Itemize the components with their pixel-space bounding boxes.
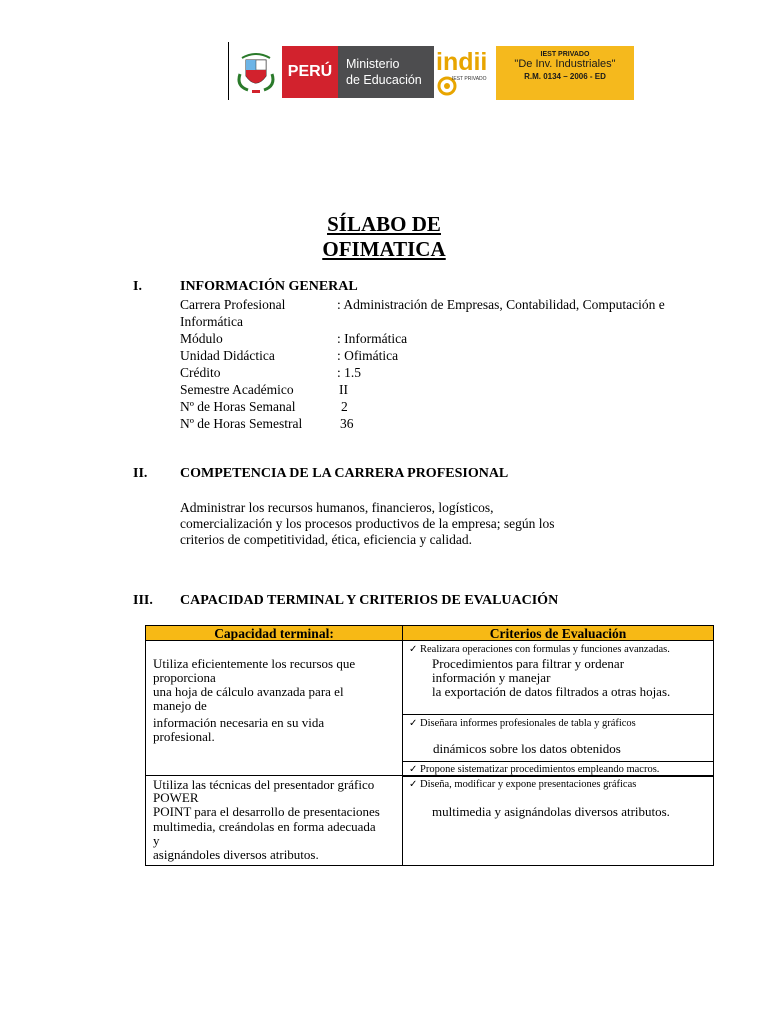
info-value-credito: : 1.5 [337,365,362,380]
criterio-4-check: Diseña, modificar y expone presentaciones gráficas [420,779,637,790]
table-header-criterios: Criterios de Evaluación [402,625,714,641]
competencia-line2: comercialización y los procesos productivos de la empresa; según los [180,516,555,531]
capacidad-table [145,625,714,866]
checkmark-icon: ✓ [409,644,418,655]
info-label-modulo: Módulo [180,331,223,346]
peru-label: PERÚ [282,46,338,98]
info-label-carrera-cont: Informática [180,314,243,329]
section1-number: I. [133,279,142,294]
checkmark-icon: ✓ [409,764,418,775]
section1-title: INFORMACIÓN GENERAL [180,279,358,294]
section3-title: CAPACIDAD TERMINAL Y CRITERIOS DE EVALUACIÓN [180,593,559,608]
table-cell-criterio-2 [402,714,714,762]
info-label-horas-semanal: Nº de Horas Semanal [180,399,296,414]
criterio-2-check-row [409,717,636,730]
criterio-1-check-row [409,643,670,656]
info-value-horas-semanal: 2 [341,399,348,414]
capacidad-1-line4: manejo de [153,698,207,713]
criterio-2-check: Diseñara informes profesionales de tabla y gráficos [420,718,636,729]
criterio-4-check-row [409,778,636,791]
info-value-unidad: : Ofimática [337,348,399,363]
criterio-1-line1: Procedimientos para filtrar y ordenar [432,656,625,671]
ministerio-line1: Ministerio [346,57,400,71]
info-value-semestre: II [339,382,348,397]
iest-line3: R.M. 0134 – 2006 - ED [524,72,606,81]
capacidad-1-line3: una hoja de cálculo avanzada para el [153,684,344,699]
info-value-horas-semestral: 36 [340,416,354,431]
indii-subtitle: IEST PRIVADO [452,76,487,82]
table-cell-capacidad-1 [145,640,403,776]
ministerio-label [338,46,434,98]
info-value-carrera: : Administración de Empresas, Contabilidad, Computación e [337,297,665,312]
info-label-semestre: Semestre Académico [180,382,294,397]
title-line1: SÍLABO DE [327,212,441,236]
table-cell-criterio-4 [402,775,714,866]
criterio-3-check: Propone sistematizar procedimientos empleando macros. [420,764,660,775]
banner-divider [228,42,229,100]
table-cell-capacidad-2 [145,775,403,866]
competencia-line1: Administrar los recursos humanos, financieros, logísticos, [180,500,494,515]
criterio-4-line: multimedia y asignándolas diversos atributos. [432,804,670,819]
indii-logo-block [434,46,496,98]
section2-number: II. [133,466,148,481]
header-banner [228,42,636,100]
peru-coat-of-arms-icon [236,46,276,96]
checkmark-icon: ✓ [409,779,418,790]
indii-logo: indii [436,48,488,76]
info-label-credito: Crédito [180,365,221,380]
capacidad-1-line6: profesional. [153,729,215,744]
iest-box [496,46,634,100]
table-cell-criterio-1 [402,640,714,715]
ministerio-line2: de Educación [346,73,422,87]
capacidad-1-line5: información necesaria en su vida [153,715,325,730]
table-header-capacidad: Capacidad terminal: [145,625,403,641]
capacidad-2-line5: y [153,833,160,848]
capacidad-2-line1: Utiliza las técnicas del presentador gráfico [153,777,375,792]
checkmark-icon: ✓ [409,718,418,729]
iest-line2: "De Inv. Industriales" [514,58,616,70]
capacidad-1-line1: Utiliza eficientemente los recursos que [153,656,356,671]
info-label-unidad: Unidad Didáctica [180,348,275,363]
capacidad-1-line2: proporciona [153,670,216,685]
competencia-line3: criterios de competitividad, ética, eficiencia y calidad. [180,532,472,547]
info-label-carrera: Carrera Profesional [180,297,286,312]
info-value-modulo: : Informática [337,331,408,346]
criterio-1-check: Realizara operaciones con formulas y funciones avanzadas. [420,644,670,655]
capacidad-2-line6: asignándoles diversos atributos. [153,847,319,862]
title-line2: OFIMATICA [322,237,446,261]
section2-title: COMPETENCIA DE LA CARRERA PROFESIONAL [180,466,509,481]
capacidad-2-line4: multimedia, creándolas en forma adecuada [153,819,376,834]
criterio-1-line3: la exportación de datos filtrados a otras hojas. [432,684,671,699]
criterio-2-line: dinámicos sobre los datos obtenidos [433,741,621,756]
document-title [0,212,768,262]
criterio-1-line2: información y manejar [432,670,551,685]
section3-number: III. [133,593,153,608]
iest-line1: IEST PRIVADO [540,51,590,58]
capacidad-2-line2: POWER [153,790,199,805]
info-label-horas-semestral: Nº de Horas Semestral [180,416,303,431]
capacidad-2-line3: POINT para el desarrollo de presentaciones [153,804,380,819]
